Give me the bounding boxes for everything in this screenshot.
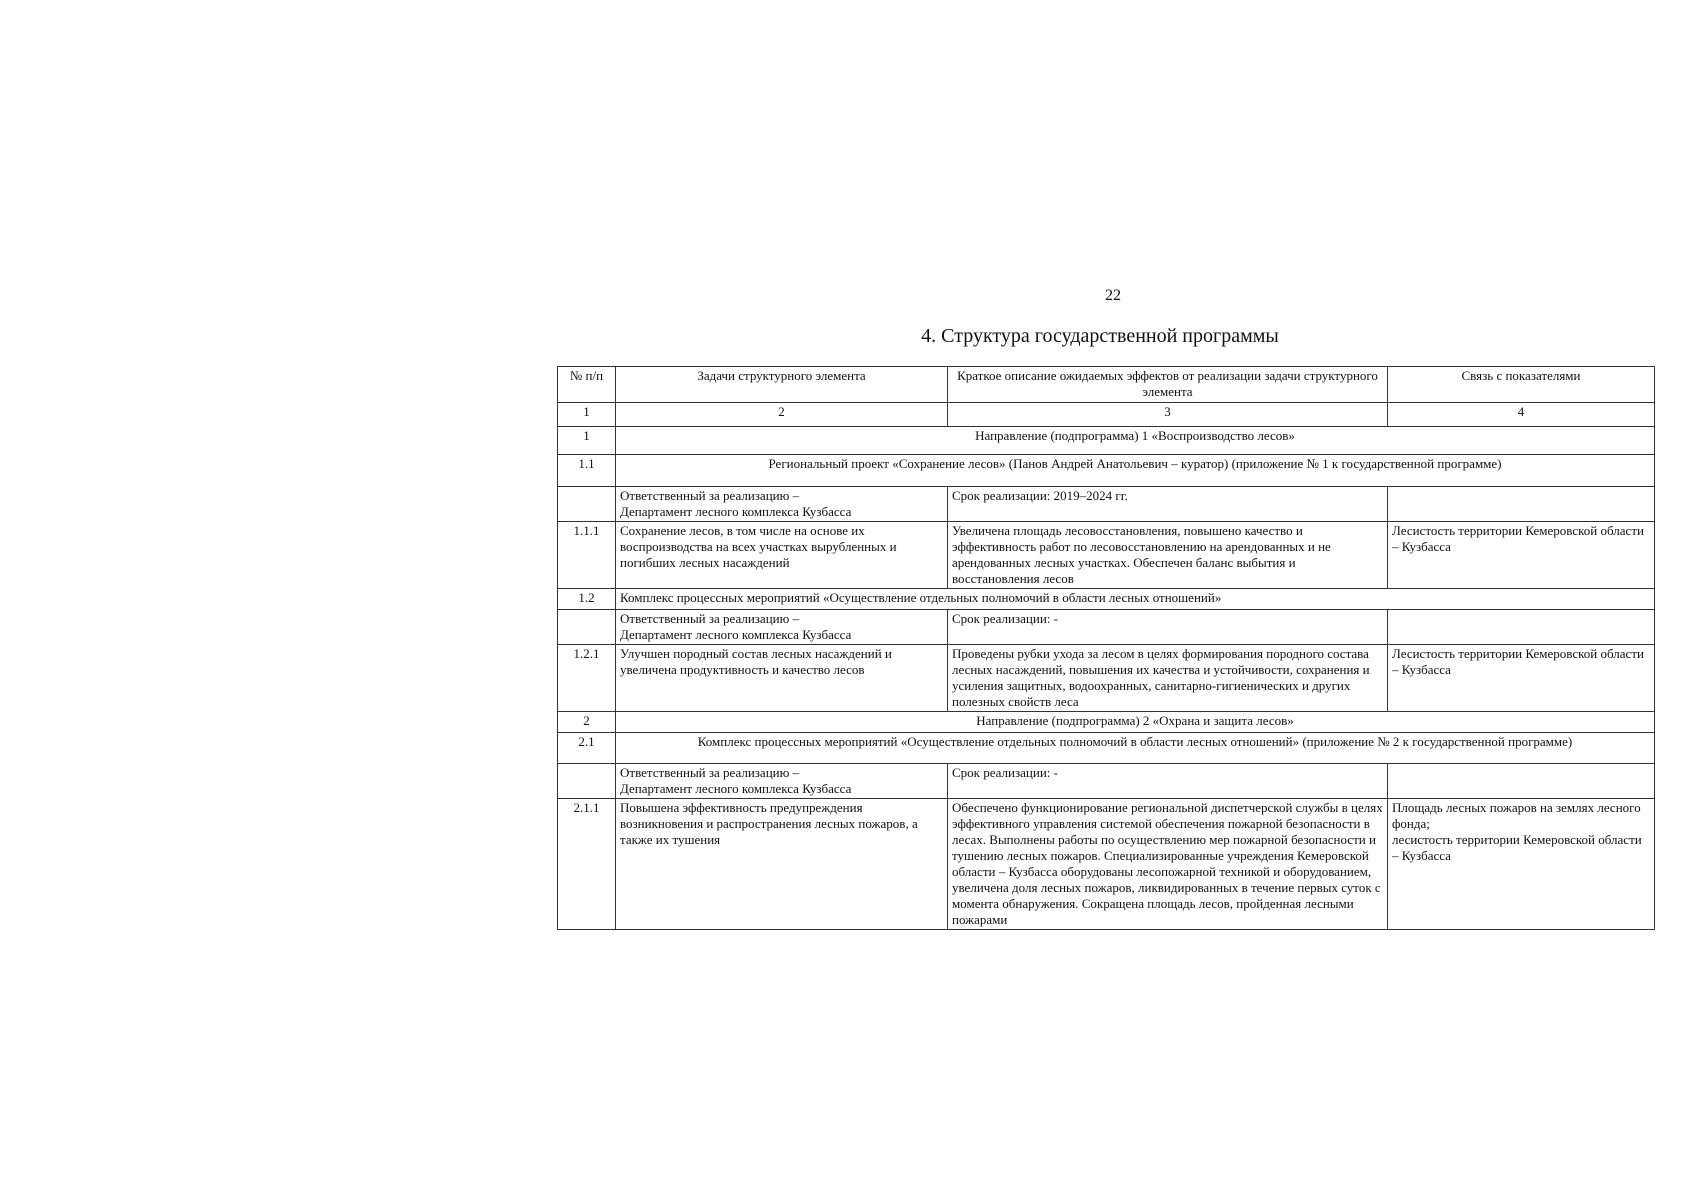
row-number: 2.1.1 [558,799,616,930]
table-row-project-1-1 [558,455,1655,487]
header-effects: Краткое описание ожидаемых эффектов от реализации задачи структурного элемента [948,367,1388,403]
direction-title: Направление (подпрограмма) 2 «Охрана и защита лесов» [616,712,1655,733]
indicator-link: Лесистость территории Кемеровской области – Кузбасса [1388,522,1655,589]
table-row-task-1-1-1 [558,522,1655,589]
implementation-term: Срок реализации: - [948,610,1388,645]
task-description: Улучшен породный состав лесных насаждений и увеличена продуктивность и качество лесов [616,645,948,712]
header-num: № п/п [558,367,616,403]
document-title: 4. Структура государственной программы [921,325,1279,347]
column-numbers-row [558,403,1655,427]
responsible-department: Департамент лесного комплекса Кузбасса [620,504,852,519]
project-title: Региональный проект «Сохранение лесов» (Панов Андрей Анатольевич – куратор) (приложение № 1 к государственной программе) [616,455,1655,487]
table-row-responsible [558,610,1655,645]
implementation-term: Срок реализации: - [948,764,1388,799]
task-description: Сохранение лесов, в том числе на основе их воспроизводства на всех участках вырубленных и погибших лесных насаждений [616,522,948,589]
indicator-link [1388,799,1655,930]
indicator-line: лесистость территории Кемеровской области – Кузбасса [1392,832,1642,863]
responsible-label: Ответственный за реализацию – [620,765,800,780]
row-number: 1 [558,427,616,455]
responsible-label: Ответственный за реализацию – [620,611,800,626]
table-row-complex-2-1 [558,733,1655,764]
row-number: 1.1 [558,455,616,487]
row-number: 2 [558,712,616,733]
effect-description: Обеспечено функционирование региональной диспетчерской службы в целях эффективного управления системой обеспечения пожарной безопасности в лесах. Выполнены работы по осуществлению мер пожарной безопасности и тушению лесных пожаров. Специализированные учреждения Кемеровской области – Кузбасса оборудованы лесопожарной техникой и оборудованием, увеличена доля лесных пожаров, ликвидированных в течение первых суток с момента обнаружения. Сокращена площадь лесов, пройденная лесными пожарами [948,799,1388,930]
table-row-direction-2 [558,712,1655,733]
indicator-link: Лесистость территории Кемеровской области – Кузбасса [1388,645,1655,712]
row-number: 2.1 [558,733,616,764]
table-header-row [558,367,1655,403]
table-row-direction-1 [558,427,1655,455]
complex-title: Комплекс процессных мероприятий «Осуществление отдельных полномочий в области лесных отношений» (приложение № 2 к государственной программе) [616,733,1655,764]
indicator-line: Площадь лесных пожаров на землях лесного фонда; [1392,800,1641,831]
effect-description: Увеличена площадь лесовосстановления, повышено качество и эффективность работ по лесовосстановлению на арендованных и не арендованных лесных участках. Обеспечен баланс выбытия и восстановления лесов [948,522,1388,589]
table-row-responsible [558,487,1655,522]
table-row-task-2-1-1 [558,799,1655,930]
col-number: 2 [616,403,948,427]
task-description: Повышена эффективность предупреждения возникновения и распространения лесных пожаров, а также их тушения [616,799,948,930]
effect-description: Проведены рубки ухода за лесом в целях формирования породного состава лесных насаждений, повышения их качества и устойчивости, сохранения и усиления защитных, водоохранных, санитарно-гигиенических и других полезных свойств леса [948,645,1388,712]
table-row-responsible [558,764,1655,799]
implementation-term: Срок реализации: 2019–2024 гг. [948,487,1388,522]
complex-title: Комплекс процессных мероприятий «Осуществление отдельных полномочий в области лесных отношений» [616,589,1655,610]
row-number: 1.2.1 [558,645,616,712]
responsible-department: Департамент лесного комплекса Кузбасса [620,781,852,796]
page-number: 22 [1105,287,1121,304]
row-number: 1.2 [558,589,616,610]
table-row-task-1-2-1 [558,645,1655,712]
header-link: Связь с показателями [1388,367,1655,403]
col-number: 4 [1388,403,1655,427]
table-row-complex-1-2 [558,589,1655,610]
direction-title: Направление (подпрограмма) 1 «Воспроизводство лесов» [616,427,1655,455]
responsible-label: Ответственный за реализацию – [620,488,800,503]
row-number: 1.1.1 [558,522,616,589]
program-structure-table [557,366,1655,930]
responsible-department: Департамент лесного комплекса Кузбасса [620,627,852,642]
header-tasks: Задачи структурного элемента [616,367,948,403]
col-number: 1 [558,403,616,427]
responsible-cell [616,487,948,522]
col-number: 3 [948,403,1388,427]
responsible-cell [616,764,948,799]
responsible-cell [616,610,948,645]
